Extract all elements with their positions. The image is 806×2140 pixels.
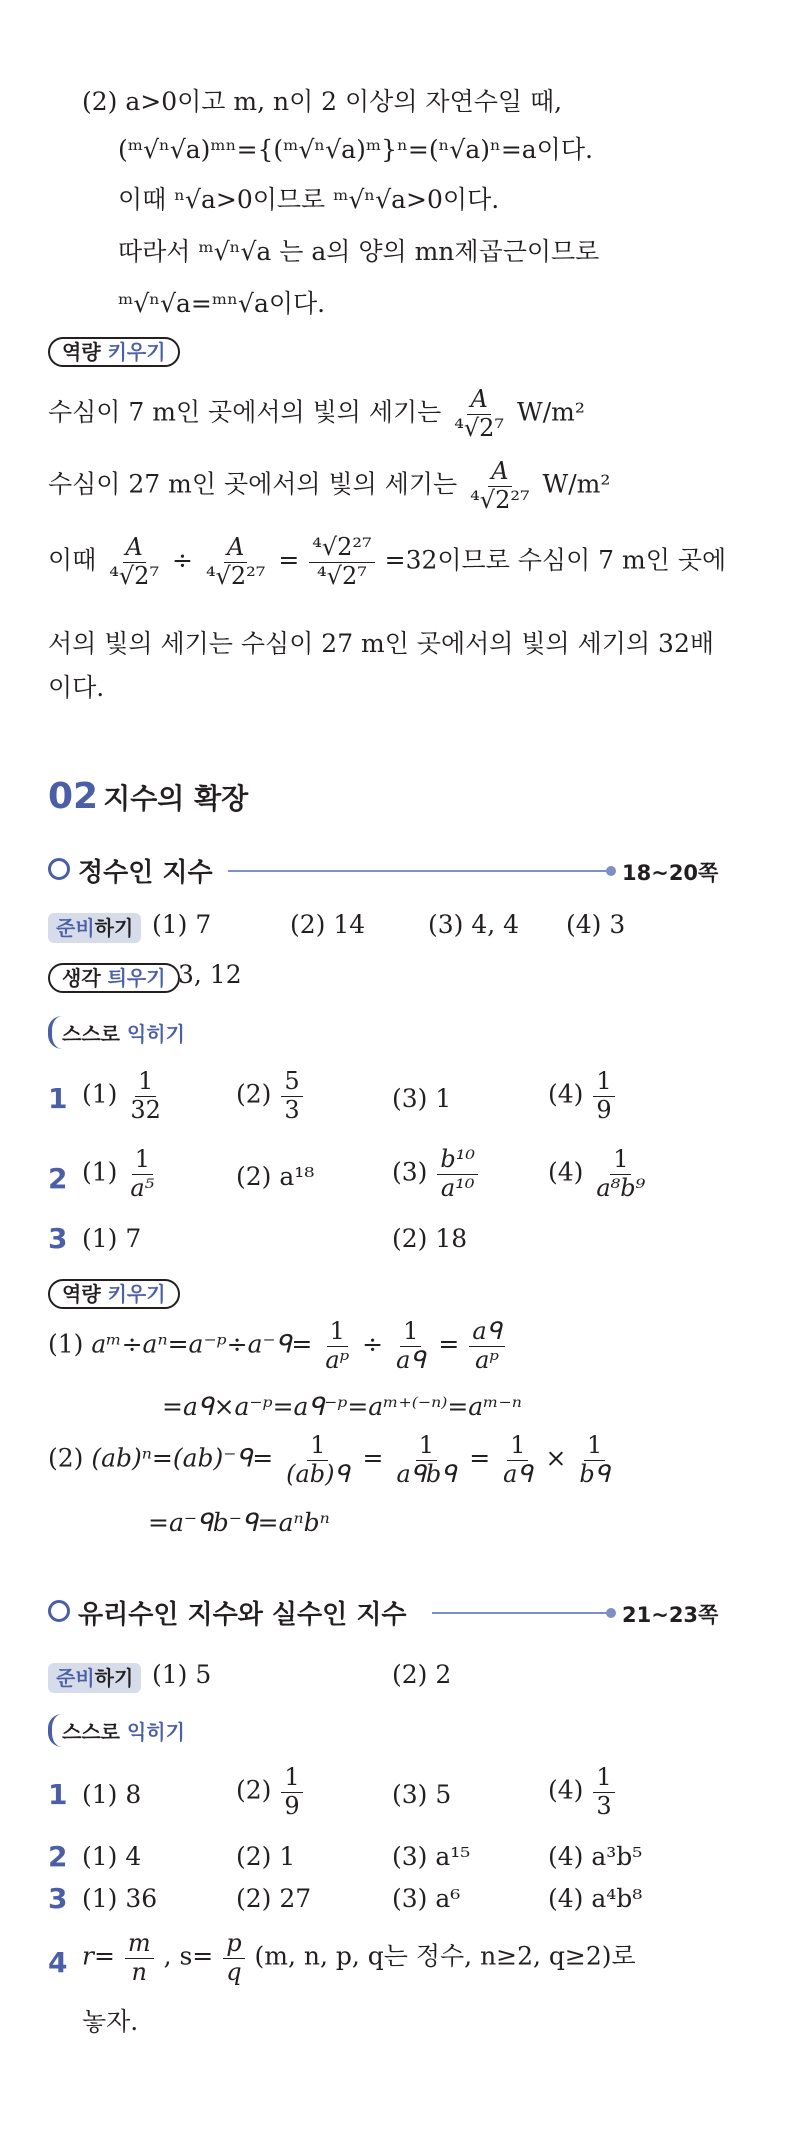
- sub2-q3-number: 3: [48, 1882, 68, 1915]
- operator: ÷: [172, 545, 193, 575]
- numerator: 1: [416, 1432, 437, 1461]
- sub1-self-badge: [48, 1016, 195, 1049]
- sub2-ready-1: (1) 5: [152, 1660, 212, 1689]
- fraction: [593, 1764, 614, 1820]
- operator: ×: [545, 1443, 567, 1473]
- text: 수심이 27 m인 곳에서의 빛의 세기는: [48, 469, 458, 499]
- sub1-q1-number: 1: [48, 1082, 68, 1115]
- operator: ÷: [362, 1329, 384, 1359]
- operator: =: [438, 1329, 460, 1359]
- think-pill: [48, 963, 180, 993]
- fraction: [322, 1318, 352, 1374]
- sub2-q1-number: 1: [48, 1778, 68, 1811]
- fraction: [127, 1068, 164, 1124]
- denominator: aᑫ: [396, 1345, 426, 1374]
- numerator: 1: [135, 1068, 156, 1097]
- sub2-q2-number: 2: [48, 1840, 68, 1873]
- sub2-ready-2: (2) 2: [392, 1660, 452, 1689]
- expression: (ab)ⁿ=(ab)⁻ᑫ=: [91, 1443, 274, 1473]
- numerator: 1: [593, 1764, 614, 1793]
- label: (2): [48, 1443, 84, 1473]
- denominator: a⁵: [130, 1173, 155, 1202]
- expression: r=: [82, 1941, 115, 1971]
- numerator: 1: [132, 1146, 153, 1175]
- sub1-q2-a3: [392, 1146, 480, 1202]
- text: 이때: [48, 545, 97, 575]
- fraction: [106, 534, 162, 590]
- label: (4): [548, 1775, 584, 1805]
- badge-text-a: 준비: [56, 1666, 95, 1690]
- unit: W/m²: [517, 397, 585, 427]
- denominator: aᵖ: [325, 1345, 350, 1374]
- fraction: [393, 1318, 428, 1374]
- sub1-q1-a4: [548, 1068, 617, 1124]
- fraction: [469, 1318, 504, 1374]
- sub1-ready-4: (4) 3: [566, 910, 626, 939]
- sub1-title: 정수인 지수: [78, 858, 213, 888]
- numerator: 1: [610, 1146, 631, 1175]
- numerator: 1: [584, 1432, 605, 1461]
- part2-line1: [82, 82, 562, 118]
- sub2-ready-badge: [48, 1662, 141, 1691]
- capacity-badge: [48, 336, 180, 365]
- sub2-q2-a3: (3) a¹⁵: [392, 1842, 471, 1871]
- sub1-q1-a2: [236, 1068, 305, 1124]
- fraction: [500, 1432, 535, 1488]
- numerator: A: [224, 534, 247, 563]
- capacity-line2: [48, 458, 610, 514]
- fraction: [281, 1068, 302, 1124]
- denominator: a¹⁰: [440, 1173, 475, 1202]
- denominator: 32: [130, 1095, 161, 1124]
- sub1-q1-a3: (3) 1: [392, 1084, 452, 1113]
- part-label: (2): [82, 87, 118, 116]
- sub1-q2-number: 2: [48, 1162, 68, 1195]
- numerator: 1: [400, 1318, 421, 1347]
- self-text-a: 스스로: [62, 1022, 120, 1046]
- sub1-q3-a1: (1) 7: [82, 1224, 142, 1253]
- denominator: aᵖ: [475, 1345, 499, 1374]
- sub1-ready-3: (3) 4, 4: [428, 910, 520, 939]
- capacity-line4: 서의 빛의 세기는 수심이 27 m인 곳에서의 빛의 세기의 32배: [48, 629, 715, 658]
- sub2-q4-line1: [82, 1930, 636, 1986]
- pill-text-a: 생각: [62, 966, 101, 990]
- denominator: ⁴√2⁷: [454, 413, 505, 442]
- capacity-line3: [48, 534, 726, 590]
- denominator: ⁴√2²⁷: [205, 561, 266, 590]
- label: (1): [48, 1329, 84, 1359]
- sub1-bullet-icon: [48, 858, 70, 880]
- sub1-ready-2: (2) 14: [290, 910, 366, 939]
- fraction: [223, 1930, 244, 1986]
- denominator: ⁴√2⁷: [109, 561, 160, 590]
- sub1-q1-a1: [82, 1068, 166, 1124]
- denominator: 9: [596, 1095, 612, 1124]
- denominator: ⁴√2⁷: [317, 561, 367, 590]
- fraction: [309, 534, 374, 590]
- sub1-proof2-line2: =a⁻ᑫb⁻ᑫ=aⁿbⁿ: [148, 1508, 330, 1537]
- fraction: [203, 534, 268, 590]
- sub1-proof1-line1: [48, 1318, 507, 1374]
- numerator: ⁴√2²⁷: [309, 534, 374, 563]
- pill-text-a: 역량: [62, 1282, 101, 1306]
- denominator: 9: [284, 1791, 300, 1820]
- operator: =: [469, 1443, 491, 1473]
- label: (3): [392, 1157, 428, 1187]
- label: (1): [82, 1079, 118, 1109]
- label: (1): [82, 1157, 118, 1187]
- fraction: [576, 1432, 612, 1488]
- sub2-q1-a4: [548, 1764, 617, 1820]
- sub1-think-answer: 3, 12: [178, 960, 242, 989]
- numerator: A: [488, 458, 511, 487]
- denominator: a⁸b⁹: [596, 1173, 646, 1202]
- label: (4): [548, 1157, 584, 1187]
- sub1-q2-a4: [548, 1146, 650, 1202]
- sub1-rule: [228, 870, 610, 872]
- numerator: 1: [327, 1318, 348, 1347]
- label: (2): [236, 1079, 272, 1109]
- text: (m, n, p, q는 정수, n≥2, q≥2)로: [254, 1941, 636, 1971]
- pill-text-b: 키우기: [107, 1282, 166, 1306]
- sub2-title: 유리수인 지수와 실수인 지수: [78, 1600, 407, 1630]
- sub1-q2-a1: [82, 1146, 159, 1202]
- sub1-ready-badge: [48, 912, 141, 941]
- expression: , s=: [163, 1941, 214, 1971]
- denominator: q: [226, 1957, 242, 1986]
- operator: =: [278, 545, 300, 575]
- sub2-q1-a1: (1) 8: [82, 1780, 142, 1809]
- denominator: ⁴√2²⁷: [470, 485, 530, 514]
- circle-icon: [48, 858, 70, 880]
- fraction: [127, 1146, 157, 1202]
- ready-badge: [48, 913, 141, 943]
- numerator: A: [467, 386, 490, 415]
- numerator: A: [123, 534, 146, 563]
- numerator: 1: [307, 1432, 328, 1461]
- sub2-q3-a1: (1) 36: [82, 1884, 158, 1913]
- ready-badge: [48, 1663, 141, 1693]
- sub1-proof1-line2: =aᑫ×a⁻ᵖ=aᑫ⁻ᵖ=aᵐ⁺⁽⁻ⁿ⁾=aᵐ⁻ⁿ: [162, 1392, 522, 1421]
- sub2-self-badge: [48, 1714, 195, 1747]
- sub2-q2-a4: (4) a³b⁵: [548, 1842, 643, 1871]
- denominator: n: [131, 1957, 147, 1986]
- fraction: [451, 386, 507, 442]
- label: (2): [236, 1775, 272, 1805]
- sub2-q1-a3: (3) 5: [392, 1780, 452, 1809]
- sub1-q3-number: 3: [48, 1222, 68, 1255]
- denominator: aᑫbᑫ: [396, 1459, 457, 1488]
- capacity-pill: [48, 337, 180, 367]
- part2-line3: 이때 ⁿ√a>0이므로 ᵐ√ⁿ√a>0이다.: [118, 185, 500, 214]
- self-text-b: 익히기: [126, 1022, 185, 1046]
- numerator: 1: [281, 1764, 302, 1793]
- fraction: [281, 1764, 302, 1820]
- denominator: aᑫ: [503, 1459, 533, 1488]
- sub1-pages: 18~20쪽: [622, 861, 719, 885]
- text: 수심이 7 m인 곳에서의 빛의 세기는: [48, 397, 442, 427]
- section-header: [48, 776, 248, 817]
- numerator: aᑫ: [469, 1318, 504, 1347]
- text: =32이므로 수심이 7 m인 곳에: [384, 545, 727, 575]
- expression: aᵐ÷aⁿ=a⁻ᵖ÷a⁻ᑫ=: [91, 1329, 313, 1359]
- sub2-q3-a3: (3) a⁶: [392, 1884, 461, 1913]
- sub1-ready-1: (1) 7: [152, 910, 212, 939]
- fraction: [593, 1146, 648, 1202]
- fraction: [283, 1432, 352, 1488]
- sub2-rule: [432, 1612, 610, 1614]
- sub2-q3-a2: (2) 27: [236, 1884, 312, 1913]
- sub2-q3-a4: (4) a⁴b⁸: [548, 1884, 643, 1913]
- numerator: p: [223, 1930, 244, 1959]
- part2-line4: 따라서 ᵐ√ⁿ√a 는 a의 양의 mn제곱근이므로: [118, 237, 600, 266]
- operator: =: [362, 1443, 384, 1473]
- sub2-q4-line2: 놓자.: [82, 2007, 139, 2036]
- numerator: 1: [593, 1068, 614, 1097]
- badge-text-b: 하기: [94, 916, 134, 940]
- sub1-capacity-badge: [48, 1278, 180, 1307]
- capacity-pill: [48, 1279, 180, 1309]
- self-text-b: 익히기: [126, 1720, 185, 1744]
- circle-icon: [48, 1600, 70, 1622]
- sub2-q2-a1: (1) 4: [82, 1842, 142, 1871]
- numerator: 1: [507, 1432, 528, 1461]
- denominator: 3: [284, 1095, 300, 1124]
- sub1-think-badge: [48, 962, 180, 991]
- sub2-bullet-icon: [48, 1600, 70, 1622]
- denominator: (ab)ᑫ: [286, 1459, 350, 1488]
- text: a>0이고 m, n이 2 이상의 자연수일 때,: [125, 87, 563, 116]
- capacity-line5: 이다.: [48, 673, 105, 702]
- denominator: 3: [596, 1791, 612, 1820]
- sub2-pages: 21~23쪽: [622, 1603, 719, 1627]
- part2-line5: ᵐ√ⁿ√a=ᵐⁿ√a이다.: [118, 289, 326, 318]
- unit: W/m²: [542, 469, 611, 499]
- fraction: [125, 1930, 154, 1986]
- pill-text-b: 틔우기: [107, 966, 166, 990]
- sub1-proof2-line1: [48, 1432, 615, 1488]
- badge-text-b: 하기: [94, 1666, 134, 1690]
- section-title: 지수의 확장: [103, 782, 249, 815]
- sub2-rule-dot: [606, 1608, 616, 1618]
- denominator: bᑫ: [579, 1459, 610, 1488]
- numerator: 5: [281, 1068, 302, 1097]
- pill-text-b: 키우기: [107, 340, 166, 364]
- fraction: [467, 458, 532, 514]
- sub1-q3-a2: (2) 18: [392, 1224, 468, 1253]
- pill-text-a: 역량: [62, 340, 101, 364]
- numerator: b¹⁰: [437, 1146, 478, 1175]
- label: (4): [548, 1079, 584, 1109]
- fraction: [593, 1068, 614, 1124]
- sub2-q4-number: 4: [48, 1946, 68, 1979]
- sub1-q2-a2: (2) a¹⁸: [236, 1162, 315, 1191]
- fraction: [393, 1432, 459, 1488]
- self-text-a: 스스로: [62, 1720, 120, 1744]
- badge-text-a: 준비: [56, 916, 95, 940]
- sub2-q2-a2: (2) 1: [236, 1842, 296, 1871]
- part2-line2: (ᵐ√ⁿ√a)ᵐⁿ={(ᵐ√ⁿ√a)ᵐ}ⁿ=(ⁿ√a)ⁿ=a이다.: [118, 135, 593, 164]
- sub1-rule-dot: [606, 866, 616, 876]
- numerator: m: [125, 1930, 154, 1959]
- fraction: [437, 1146, 478, 1202]
- section-number: 02: [48, 776, 99, 817]
- capacity-line1: [48, 386, 585, 442]
- sub2-q1-a2: [236, 1764, 305, 1820]
